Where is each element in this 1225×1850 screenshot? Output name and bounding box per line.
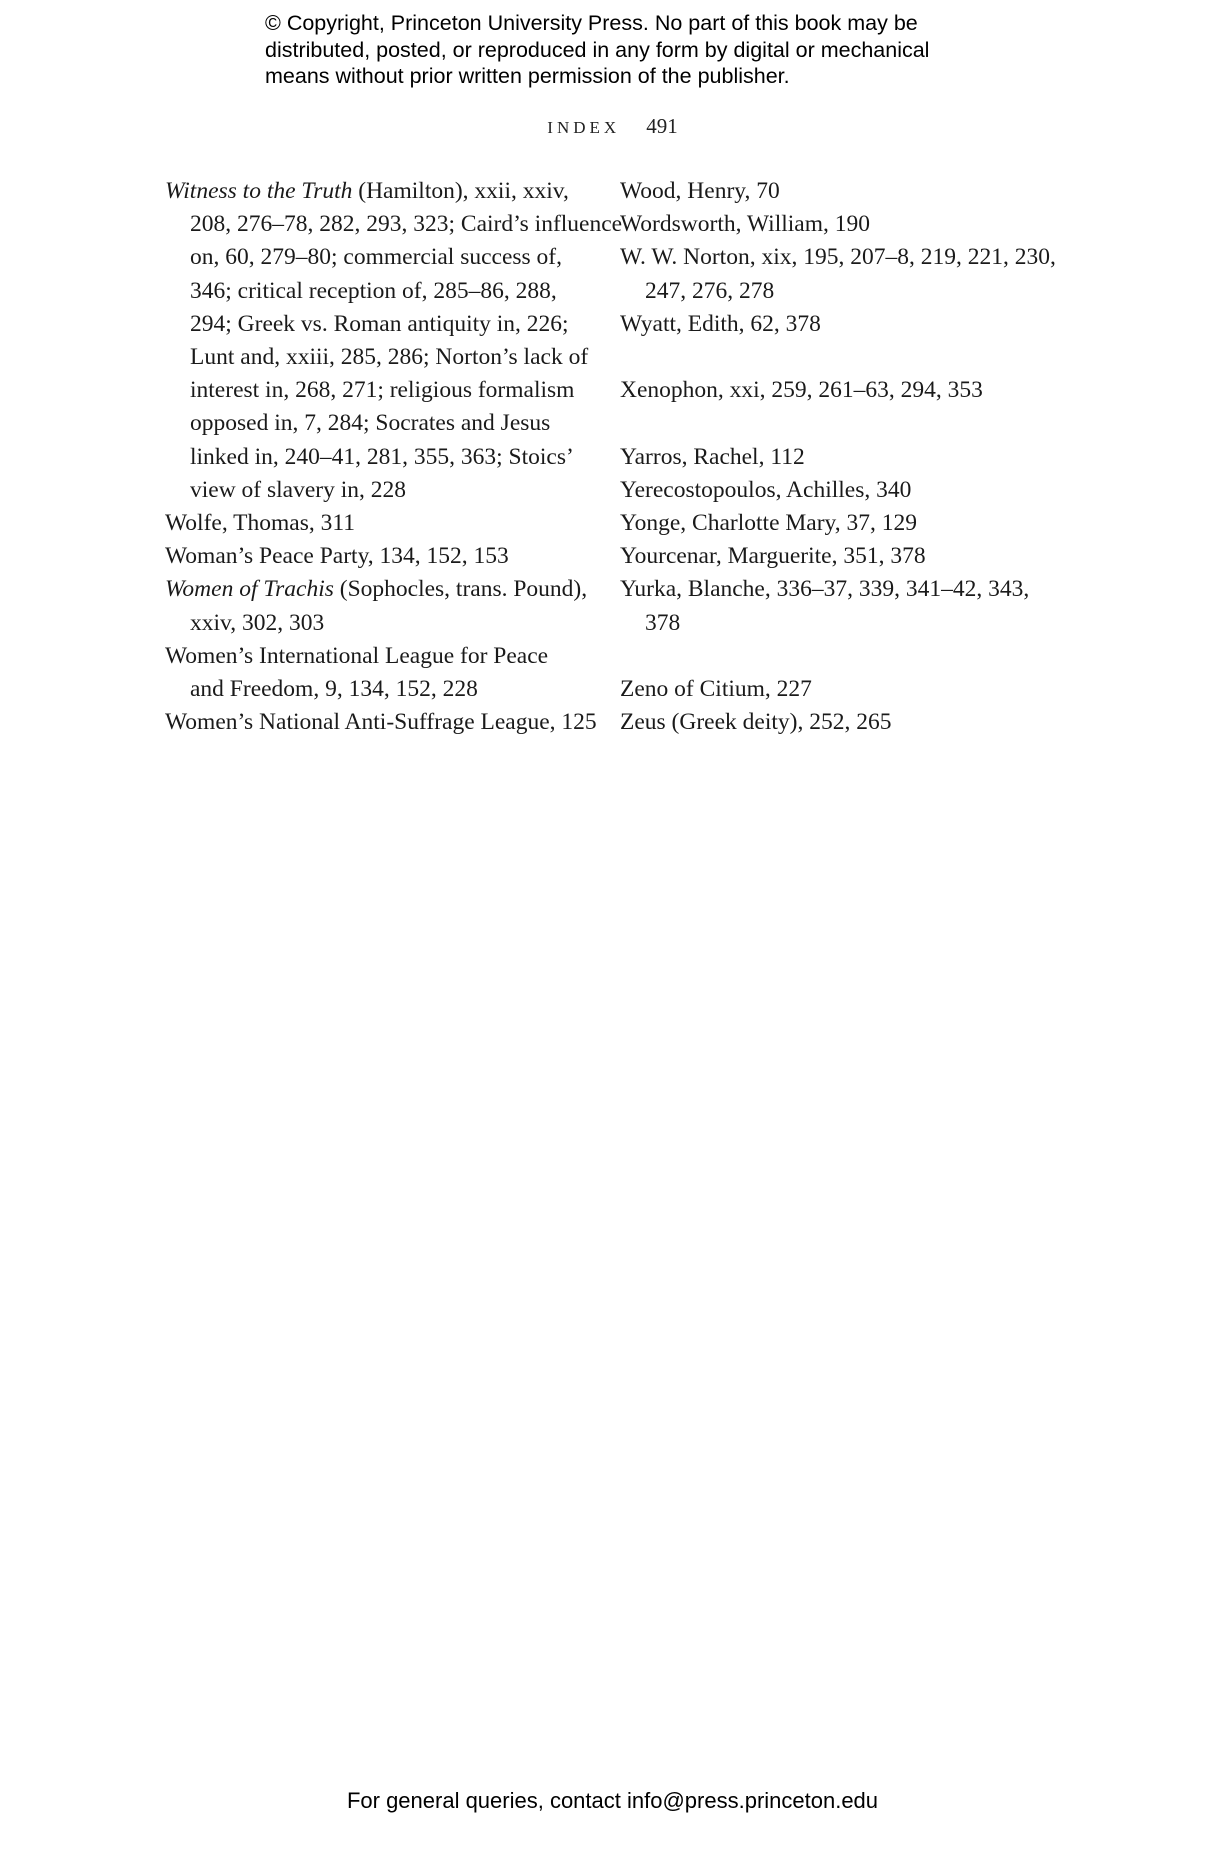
- entry-line: [165, 175, 585, 208]
- letter-group-divider: [620, 640, 1060, 673]
- index-entry-witness-to-the-truth: [165, 175, 623, 507]
- running-head-label: INDEX: [547, 118, 621, 137]
- page-number: 491: [646, 114, 678, 138]
- entry-title: Witness to the Truth: [165, 178, 353, 204]
- running-head: [0, 114, 1225, 139]
- entry-line: W. W. Norton, xix, 195, 207–8, 219, 221, 230,: [620, 244, 1056, 271]
- entry-line: Lunt and, xxiii, 285, 286; Norton’s lack of: [190, 344, 589, 371]
- entry-line: Yonge, Charlotte Mary, 37, 129: [620, 510, 917, 536]
- index-entry-wood: [620, 175, 1060, 208]
- index-entry-women-of-trachis: [165, 573, 588, 639]
- entry-line: Women’s International League for Peace: [165, 642, 549, 669]
- entry-line: interest in, 268, 271; religious formalism: [190, 377, 575, 404]
- copyright-line: © Copyright, Princeton University Press. No part of this book may be: [265, 11, 918, 35]
- entry-line: view of slavery in, 228: [190, 476, 407, 503]
- index-entry-yourcenar: [620, 540, 1060, 573]
- entry-line: Yurka, Blanche, 336–37, 339, 341–42, 343,: [620, 576, 1030, 603]
- entry-line: Women’s National Anti-Suffrage League, 125: [165, 709, 597, 736]
- index-entry-wolfe: [165, 507, 585, 540]
- entry-line: 208, 276–78, 282, 293, 323; Caird’s influence: [190, 211, 623, 238]
- index-entry-zeno: [620, 673, 1060, 706]
- entry-line: opposed in, 7, 284; Socrates and Jesus: [190, 410, 551, 437]
- entry-line: Woman’s Peace Party, 134, 152, 153: [165, 543, 509, 570]
- entry-line: [165, 573, 588, 606]
- entry-line: on, 60, 279–80; commercial success of,: [190, 244, 562, 271]
- footer-contact: For general queries, contact info@press.princeton.edu: [346, 1788, 879, 1813]
- entry-line: Zeus (Greek deity), 252, 265: [620, 709, 892, 736]
- index-entry-xenophon: [620, 374, 1060, 407]
- entry-text: (Sophocles, trans. Pound),: [333, 576, 588, 603]
- letter-group-divider: [620, 341, 1060, 374]
- entry-line: Xenophon, xxi, 259, 261–63, 294, 353: [620, 377, 983, 404]
- entry-line: Zeno of Citium, 227: [620, 676, 812, 702]
- entry-line: 378: [645, 609, 681, 636]
- entry-line: 247, 276, 278: [645, 277, 775, 304]
- index-column-right: [620, 175, 1060, 739]
- entry-line: linked in, 240–41, 281, 355, 363; Stoics’: [190, 443, 574, 470]
- index-entry-yarros: [620, 441, 1060, 474]
- index-entry-womens-international-league: [165, 640, 585, 706]
- entry-line: Wolfe, Thomas, 311: [165, 510, 355, 537]
- letter-group-divider: [620, 407, 1060, 440]
- entry-line: Yerecostopoulos, Achilles, 340: [620, 476, 912, 503]
- entry-line: Yourcenar, Marguerite, 351, 378: [620, 543, 926, 570]
- entry-line: 294; Greek vs. Roman antiquity in, 226;: [190, 310, 569, 337]
- index-entry-yurka: [620, 573, 1060, 639]
- index-column-left: [165, 175, 623, 739]
- entry-line: Wordsworth, William, 190: [620, 211, 870, 238]
- index-entry-yonge: [620, 507, 1060, 540]
- entry-line: and Freedom, 9, 134, 152, 228: [190, 676, 478, 703]
- entry-line: 346; critical reception of, 285–86, 288,: [190, 277, 557, 304]
- index-entry-womens-national-anti-suffrage: [165, 706, 597, 739]
- entry-line: Yarros, Rachel, 112: [620, 443, 805, 470]
- index-entry-wordsworth: [620, 208, 1060, 241]
- copyright-line: means without prior written permission of the publisher.: [265, 64, 790, 88]
- entry-line: Wyatt, Edith, 62, 378: [620, 310, 821, 337]
- entry-title: Women of Trachis: [165, 576, 334, 603]
- index-entry-yerecostopoulos: [620, 474, 1060, 507]
- entry-text: (Hamilton), xxii, xxiv,: [352, 178, 569, 204]
- index-entry-wyatt: [620, 308, 1060, 341]
- entry-line: Wood, Henry, 70: [620, 178, 780, 204]
- copyright-notice: [265, 10, 985, 90]
- entry-line: xxiv, 302, 303: [190, 609, 325, 636]
- copyright-line: distributed, posted, or reproduced in any form by digital or mechanical: [265, 37, 930, 62]
- index-entry-womans-peace-party: [165, 540, 585, 573]
- index-entry-ww-norton: [620, 241, 1060, 307]
- index-entry-zeus: [620, 706, 1060, 739]
